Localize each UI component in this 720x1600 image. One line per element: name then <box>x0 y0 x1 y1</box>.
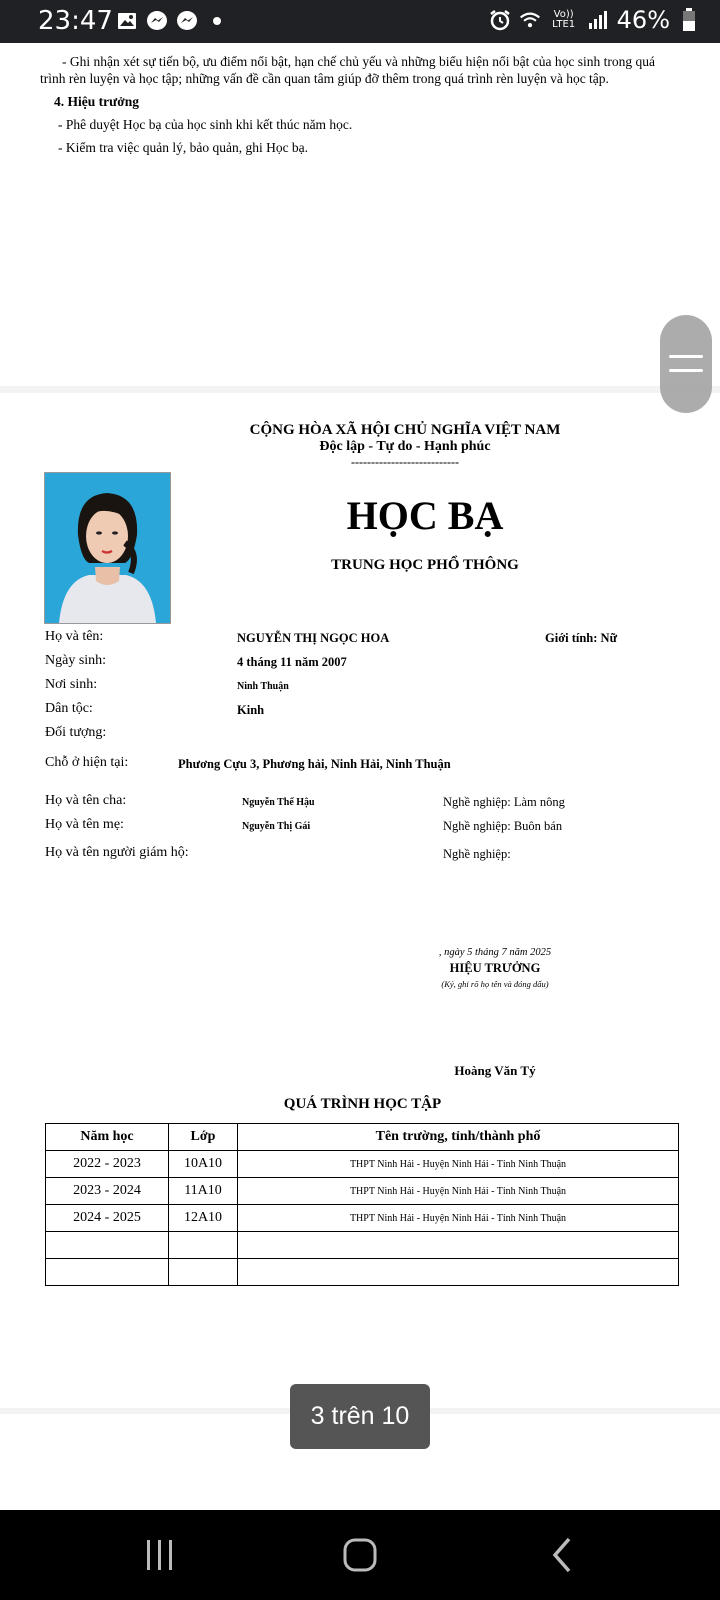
recents-button[interactable] <box>130 1530 190 1580</box>
school-year <box>46 1259 169 1286</box>
guardian-occupation: Nghề nghiệp: <box>443 847 511 861</box>
target-label: Đối tượng: <box>45 725 107 740</box>
father-occupation: Nghề nghiệp: Làm nông <box>443 795 565 809</box>
document-page-previous <box>0 43 720 386</box>
status-bar <box>0 0 720 43</box>
alarm-icon <box>489 9 511 31</box>
mother-name: Nguyễn Thị Gái <box>242 821 311 832</box>
table-row <box>46 1259 679 1286</box>
separator: --------------------------- <box>351 455 459 469</box>
dot-icon <box>206 10 228 32</box>
gender: Giới tính: Nữ <box>545 631 618 645</box>
document-subtitle: TRUNG HỌC PHỔ THÔNG <box>331 557 519 573</box>
study-history-table <box>45 1123 679 1286</box>
section-heading: 4. Hiệu trưởng <box>54 94 139 109</box>
instruction-item: - Kiểm tra việc quản lý, bảo quản, ghi Học bạ. <box>58 140 309 155</box>
principal-name: Hoàng Văn Tý <box>454 1063 536 1078</box>
messenger-icon <box>146 10 168 32</box>
class-name: 11A10 <box>169 1178 238 1205</box>
table-row <box>46 1151 679 1178</box>
mother-label: Họ và tên mẹ: <box>45 817 124 832</box>
father-name: Nguyễn Thế Hậu <box>242 797 315 808</box>
back-button[interactable] <box>533 1530 593 1580</box>
battery-icon <box>678 9 700 31</box>
student-name: NGUYỄN THỊ NGỌC HOA <box>237 631 390 645</box>
ethnicity-label: Dân tộc: <box>45 701 93 716</box>
class-name: 12A10 <box>169 1205 238 1232</box>
back-icon <box>533 1530 593 1580</box>
navigation-bar <box>0 1510 720 1600</box>
dob-label: Ngày sinh: <box>45 653 107 668</box>
student-photo <box>44 472 171 624</box>
principal-title: HIỆU TRƯỞNG <box>449 961 541 975</box>
class-name: 10A10 <box>169 1151 238 1178</box>
class-name <box>169 1259 238 1286</box>
messenger-icon <box>176 10 198 32</box>
father-label: Họ và tên cha: <box>45 793 127 808</box>
school-name: THPT Ninh Hải - Huyện Ninh Hải - Tỉnh Ninh Thuận <box>238 1205 679 1232</box>
document-page-current <box>0 393 720 1408</box>
instruction-paragraph: - Ghi nhận xét sự tiến bộ, ưu điểm nổi bật, hạn chế chủ yếu và những biểu hiện nổi bật của học sinh trong quá trình rèn luyện và học tập; những vấn đề cần quan tâm giúp đỡ thêm trong quá trình rèn luyện và học tập. <box>40 54 655 86</box>
school-year: 2022 - 2023 <box>46 1151 169 1178</box>
signing-date: , ngày 5 tháng 7 năm 2025 <box>438 947 552 958</box>
scroll-grip-line <box>669 369 703 372</box>
wifi-icon <box>519 9 541 31</box>
date-of-birth: 4 tháng 11 năm 2007 <box>237 655 347 669</box>
home-icon <box>331 1530 391 1580</box>
document-title: HỌC BẠ <box>346 493 504 538</box>
mother-occupation: Nghề nghiệp: Buôn bán <box>443 819 563 833</box>
ethnicity: Kinh <box>237 703 265 717</box>
guardian-label: Họ và tên người giám hộ: <box>45 845 189 860</box>
status-time: 23:47 <box>38 6 113 36</box>
table-header-row <box>46 1124 679 1151</box>
school-name <box>238 1259 679 1286</box>
column-header: Năm học <box>46 1124 169 1151</box>
image-icon <box>116 10 138 32</box>
home-button[interactable] <box>331 1530 391 1580</box>
birthplace: Ninh Thuận <box>237 681 289 692</box>
table-row <box>46 1178 679 1205</box>
school-name <box>238 1232 679 1259</box>
residence: Phương Cựu 3, Phương hải, Ninh Hải, Ninh Thuận <box>178 757 451 771</box>
school-year: 2023 - 2024 <box>46 1178 169 1205</box>
battery-percent: 46% <box>616 6 670 34</box>
column-header: Lớp <box>169 1124 238 1151</box>
instruction-item: - Phê duyệt Học bạ của học sinh khi kết thúc năm học. <box>58 117 353 132</box>
residence-label: Chỗ ở hiện tại: <box>45 755 129 770</box>
motto: Độc lập - Tự do - Hạnh phúc <box>319 439 491 454</box>
recents-icon <box>130 1530 190 1580</box>
table-row <box>46 1232 679 1259</box>
column-header: Tên trường, tỉnh/thành phố <box>238 1124 679 1151</box>
signal-icon <box>587 9 609 31</box>
table-row <box>46 1205 679 1232</box>
class-name <box>169 1232 238 1259</box>
school-name: THPT Ninh Hải - Huyện Ninh Hải - Tỉnh Ninh Thuận <box>238 1151 679 1178</box>
republic-header: CỘNG HÒA XÃ HỘI CHỦ NGHĨA VIỆT NAM <box>249 422 561 438</box>
page-indicator: 3 trên 10 <box>290 1384 430 1449</box>
history-title: QUÁ TRÌNH HỌC TẬP <box>283 1096 442 1112</box>
school-year: 2024 - 2025 <box>46 1205 169 1232</box>
school-year <box>46 1232 169 1259</box>
volte-icon: Vo)) LTE1 <box>552 9 576 30</box>
scroll-grip-line <box>669 355 703 358</box>
name-label: Họ và tên: <box>45 629 104 644</box>
fast-scroll-handle[interactable] <box>660 315 712 413</box>
school-name: THPT Ninh Hải - Huyện Ninh Hải - Tỉnh Ninh Thuận <box>238 1178 679 1205</box>
birthplace-label: Nơi sinh: <box>45 677 98 692</box>
principal-note: (Ký, ghi rõ họ tên và đóng dấu) <box>441 979 549 989</box>
